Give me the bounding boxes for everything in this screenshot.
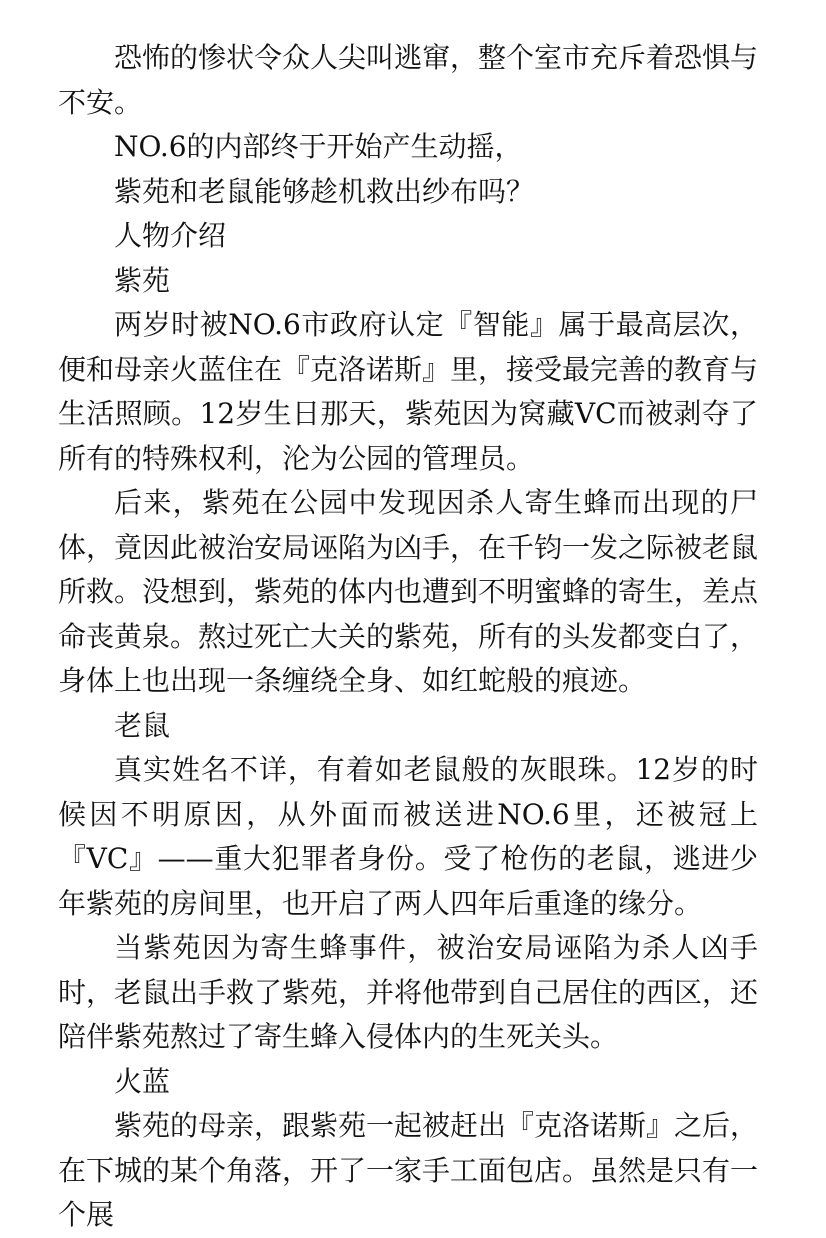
character-heading-shion: 紫苑 [114, 263, 171, 297]
section-heading-characters: 人物介绍 [114, 219, 227, 252]
paragraph-karan-bio: 紫苑的母亲，跟紫苑一起被赶出『克洛诺斯』之后，在下城的某个角落，开了一家手工面包店。虽然是只有一个展 [58, 1109, 759, 1231]
paragraph-shion-bio-2: 后来，紫苑在公园中发现因杀人寄生蜂而出现的尸体，竟因此被治安局诬陷为凶手，在千钧一发之际被老鼠所救。没想到，紫苑的体内也遭到不明蜜蜂的寄生，差点命丧黄泉。熬过死亡大关的紫苑，所有的头发都变白了，身体上也出现一条缠绕全身、如红蛇般的痕迹。 [58, 486, 759, 697]
paragraph-shion-bio-1: 两岁时被NO.6市政府认定『智能』属于最高层次，便和母亲火蓝住在『克洛诺斯』里，接受最完善的教育与生活照顾。12岁生日那天，紫苑因为窝藏VC而被剥夺了所有的特殊权利，沦为公园的管理员。 [58, 308, 759, 475]
text-column [58, 36, 758, 1238]
paragraph-rescue-question: 紫苑和老鼠能够趁机救出纱布吗？ [114, 174, 535, 208]
paragraph-no6-unrest: NO.6的内部终于开始产生动摇， [114, 130, 523, 163]
paragraph-nezumi-bio-2: 当紫苑因为寄生蜂事件，被治安局诬陷为杀人凶手时，老鼠出手救了紫苑，并将他带到自己居住的西区，还陪伴紫苑熬过了寄生蜂入侵体内的生死关头。 [58, 931, 759, 1053]
paragraph-nezumi-bio-1: 真实姓名不详，有着如老鼠般的灰眼珠。12岁的时候因不明原因，从外面而被送进NO.6里，还被冠上『VC』——重大犯罪者身份。受了枪伤的老鼠，逃进少年紫苑的房间里，也开启了两人四年后重逢的缘分。 [58, 753, 758, 920]
paragraph-intro-panic: 恐怖的惨状令众人尖叫逃窜，整个室市充斥着恐惧与不安。 [58, 41, 759, 119]
character-heading-nezumi: 老鼠 [114, 708, 171, 742]
character-heading-karan: 火蓝 [114, 1064, 171, 1098]
